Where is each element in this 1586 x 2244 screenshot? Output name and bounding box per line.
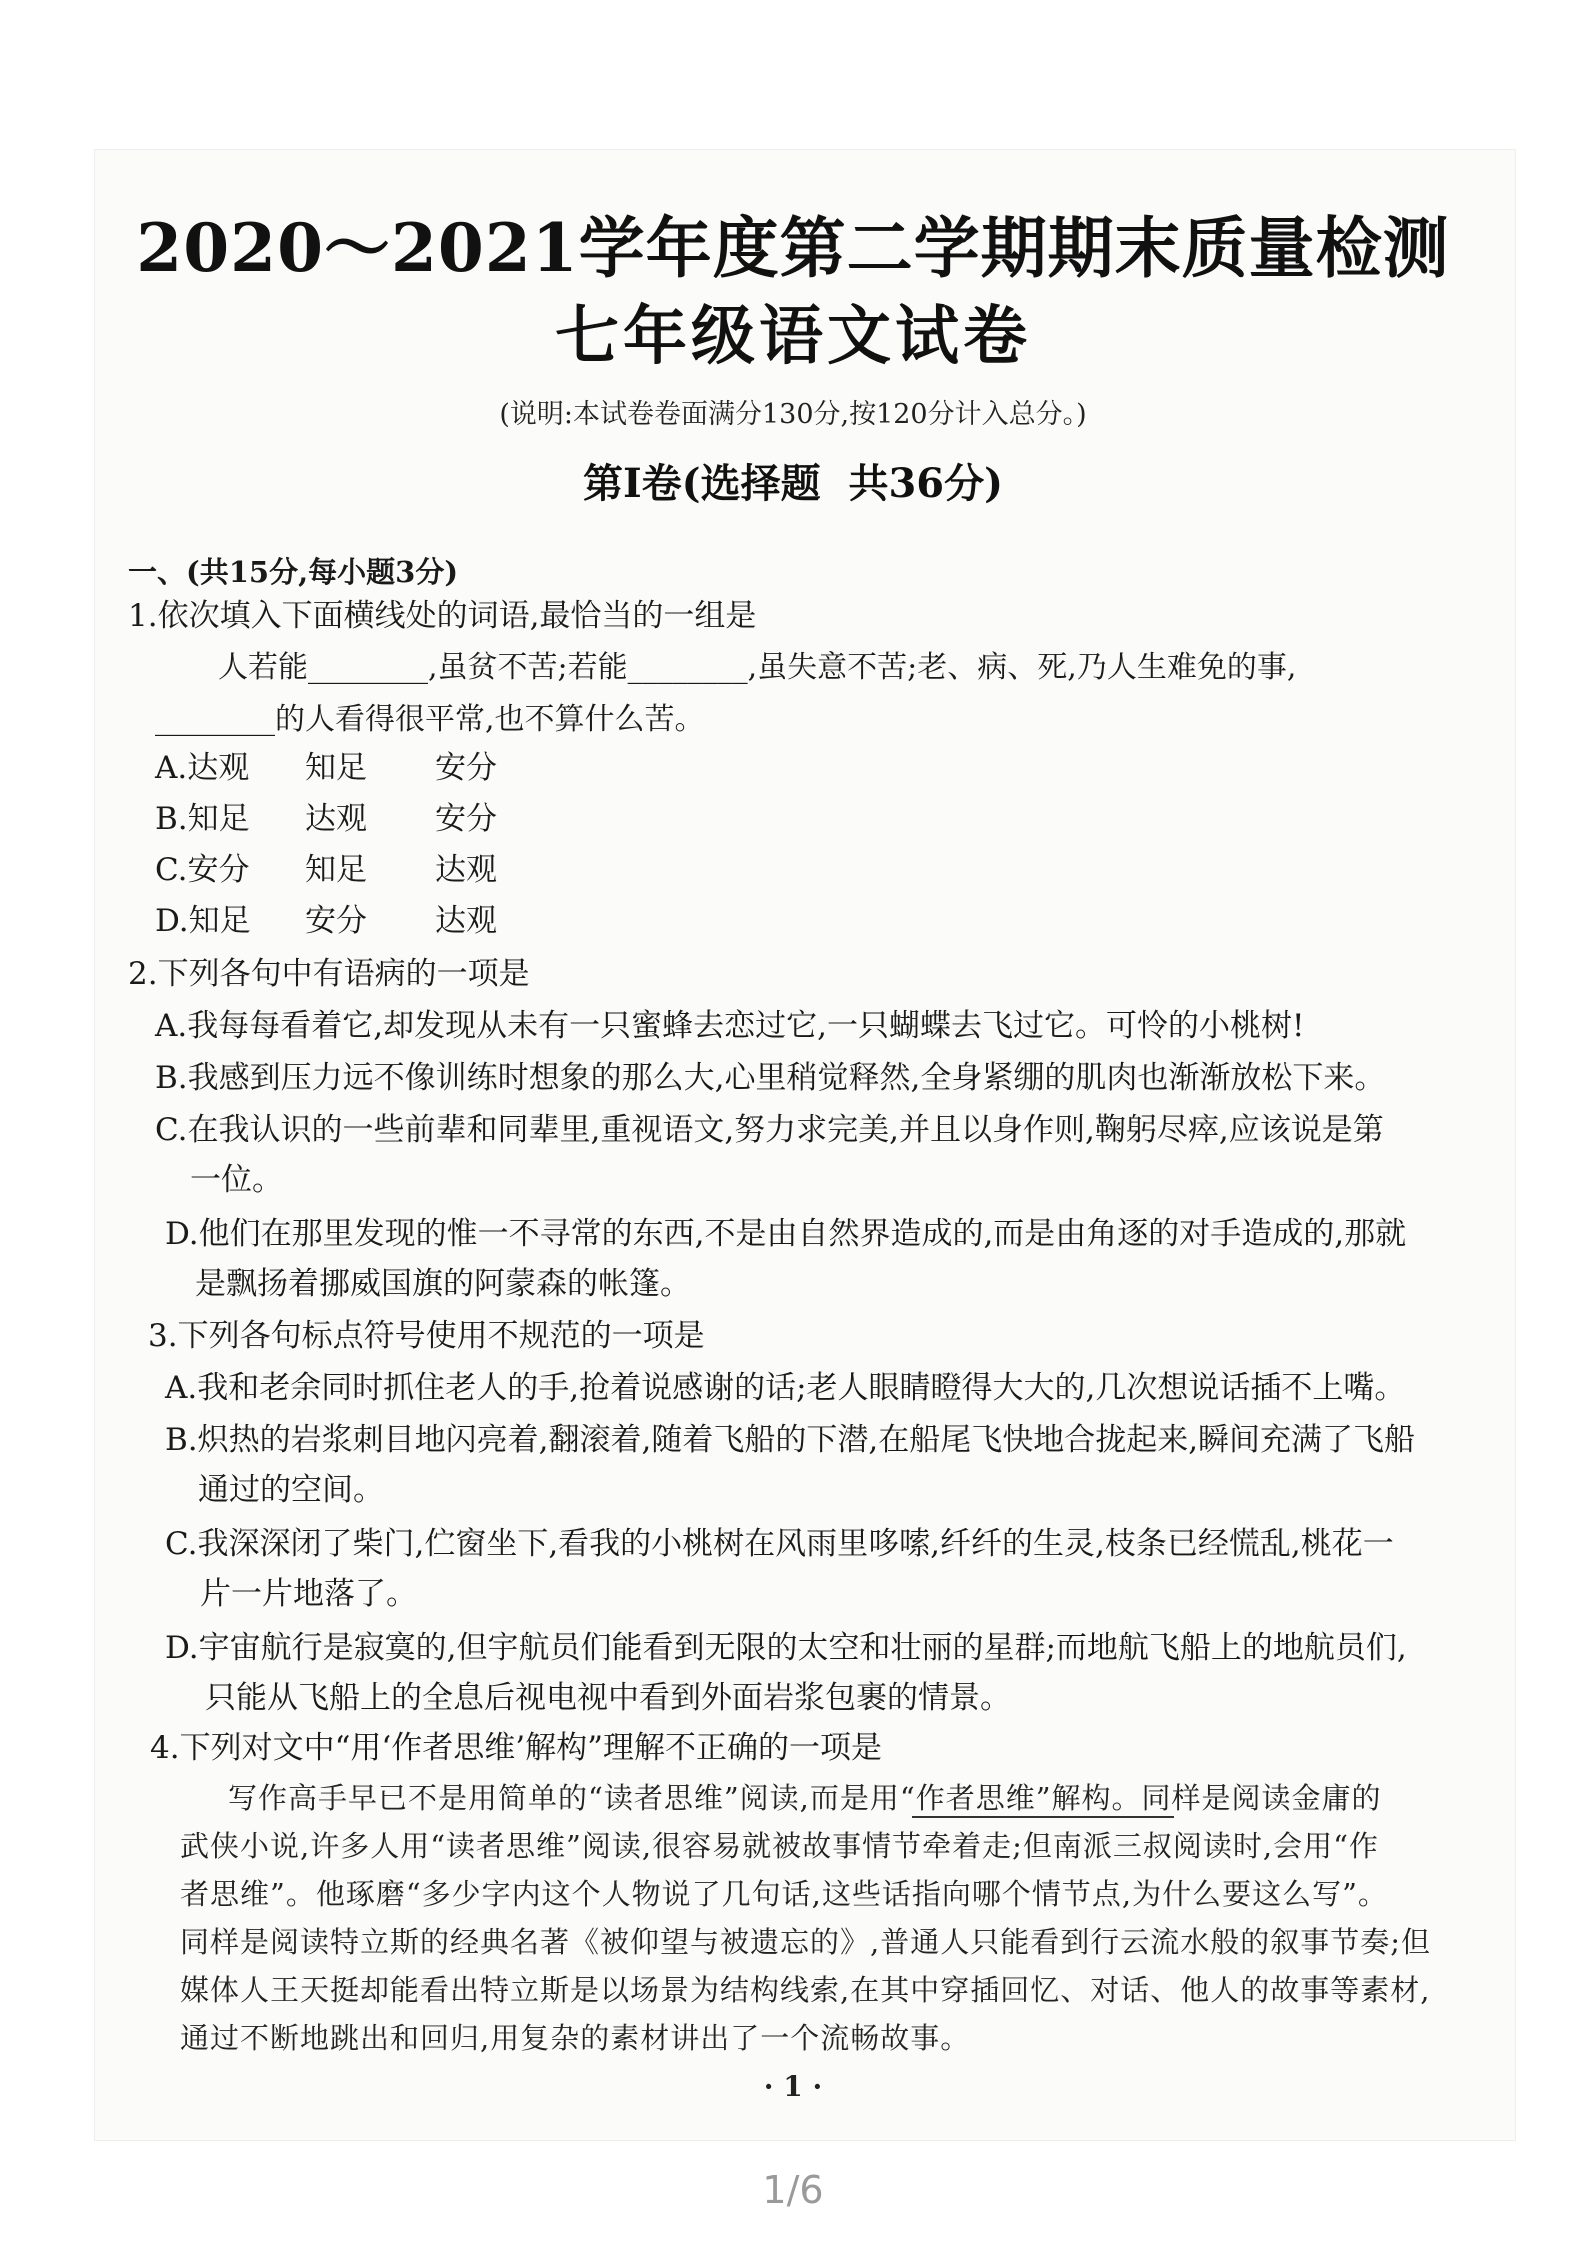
page-number: · 1 ·: [763, 2070, 823, 2103]
q3-option-d: D.宇宙航行是寂寞的,但宇航员们能看到无限的太空和壮丽的星群;而地航飞船上的地航员们,: [165, 1630, 1407, 1666]
option-word: 安分: [435, 750, 497, 786]
option-letter: A.: [155, 750, 188, 786]
q3-option-c-cont: 片一片地落了。: [200, 1576, 417, 1612]
option-word: 知足: [188, 903, 251, 939]
q4-stem: 4.下列对文中“用‘作者思维’解构”理解不正确的一项是: [150, 1730, 882, 1766]
q1-option-b: [155, 799, 497, 839]
q1-stem: 1.依次填入下面横线处的词语,最恰当的一组是: [128, 598, 757, 634]
q2-option-a: A.我每每看着它,却发现从未有一只蜜蜂去恋过它,一只蝴蝶去飞过它。可怜的小桃树!: [155, 1008, 1305, 1044]
option-word: 达观: [435, 852, 497, 888]
q1-option-c-w1: [155, 850, 305, 890]
q2-option-c-cont: 一位。: [190, 1162, 283, 1198]
option-word: 知足: [305, 852, 367, 888]
q1-passage-line1: 人若能________,虽贫不苦;若能________,虽失意不苦;老、病、死,乃人生难免的事,: [218, 650, 1297, 685]
q1-option-b-w1: [155, 799, 305, 839]
option-word: 达观: [435, 903, 497, 939]
q1-option-a-w1: [155, 748, 305, 788]
q1-option-d: [155, 901, 497, 941]
q3-option-d-cont: 只能从飞船上的全息后视电视中看到外面岩浆包裹的情景。: [205, 1680, 1011, 1716]
option-word: 达观: [187, 750, 250, 786]
option-letter: D.: [155, 903, 189, 939]
q3-option-a: A.我和老余同时抓住老人的手,抢着说感谢的话;老人眼睛瞪得大大的,几次想说话插不上嘴。: [165, 1370, 1406, 1406]
q1-option-d-w1: [155, 901, 305, 941]
option-word: 达观: [305, 801, 367, 837]
key-phrase-underline: [912, 1816, 1174, 1818]
option-word: 知足: [305, 750, 367, 786]
q1-passage-line2: ________的人看得很平常,也不算什么苦。: [155, 702, 705, 737]
q1-option-c: [155, 850, 497, 890]
option-word: 安分: [187, 852, 250, 888]
q2-option-d-cont: 是飘扬着挪威国旗的阿蒙森的帐篷。: [195, 1266, 691, 1302]
option-word: 知足: [187, 801, 250, 837]
q4-passage-line6: 通过不断地跳出和回归,用复杂的素材讲出了一个流畅故事。: [180, 2021, 971, 2055]
q3-option-c: C.我深深闭了柴门,伫窗坐下,看我的小桃树在风雨里哆嗦,纤纤的生灵,枝条已经慌乱,桃花一: [165, 1526, 1394, 1562]
q3-option-b: B.炽热的岩浆刺目地闪亮着,翻滚着,随着飞船的下潜,在船尾飞快地合拢起来,瞬间充满了飞船: [165, 1422, 1416, 1458]
q4-passage-line5: 媒体人王天挺却能看出特立斯是以场景为结构线索,在其中穿插回忆、对话、他人的故事等素材,: [180, 1973, 1431, 2007]
option-letter: C.: [155, 852, 188, 888]
q4-passage-line2: 武侠小说,许多人用“读者思维”阅读,很容易就被故事情节牵着走;但南派三叔阅读时,会用“作: [180, 1829, 1379, 1863]
exam-note: (说明:本试卷卷面满分130分,按120分计入总分。): [499, 399, 1087, 430]
page-indicator: 1/6: [762, 2168, 824, 2212]
part-heading: 一、(共15分,每小题3分): [128, 555, 459, 589]
q1-option-a: [155, 748, 497, 788]
q4-passage-line4: 同样是阅读特立斯的经典名著《被仰望与被遗忘的》,普通人只能看到行云流水般的叙事节奏;但: [180, 1925, 1431, 1959]
q2-stem: 2.下列各句中有语病的一项是: [128, 956, 530, 992]
q2-option-c: C.在我认识的一些前辈和同辈里,重视语文,努力求完美,并且以身作则,鞠躬尽瘁,应该说是第: [155, 1112, 1384, 1148]
option-letter: B.: [155, 801, 188, 837]
q4-passage-line1: 写作高手早已不是用简单的“读者思维”阅读,而是用“作者思维”解构。同样是阅读金庸的: [228, 1781, 1382, 1815]
option-word: 安分: [435, 801, 497, 837]
q2-option-d: D.他们在那里发现的惟一不寻常的东西,不是由自然界造成的,而是由角逐的对手造成的,那就: [165, 1216, 1407, 1252]
option-word: 安分: [305, 903, 367, 939]
q4-passage-line3: 者思维”。他琢磨“多少字内这个人物说了几句话,这些话指向哪个情节点,为什么要这么写”。: [180, 1877, 1388, 1911]
q2-option-b: B.我感到压力远不像训练时想象的那么大,心里稍觉释然,全身紧绷的肌肉也渐渐放松下来。: [155, 1060, 1386, 1096]
q3-stem: 3.下列各句标点符号使用不规范的一项是: [148, 1318, 705, 1354]
exam-title: 2020～2021学年度第二学期期末质量检测: [136, 209, 1450, 287]
q3-option-b-cont: 通过的空间。: [198, 1472, 384, 1508]
section-title: 第Ⅰ卷(选择题 共36分): [582, 460, 1004, 507]
exam-subtitle: 七年级语文试卷: [555, 299, 1031, 374]
